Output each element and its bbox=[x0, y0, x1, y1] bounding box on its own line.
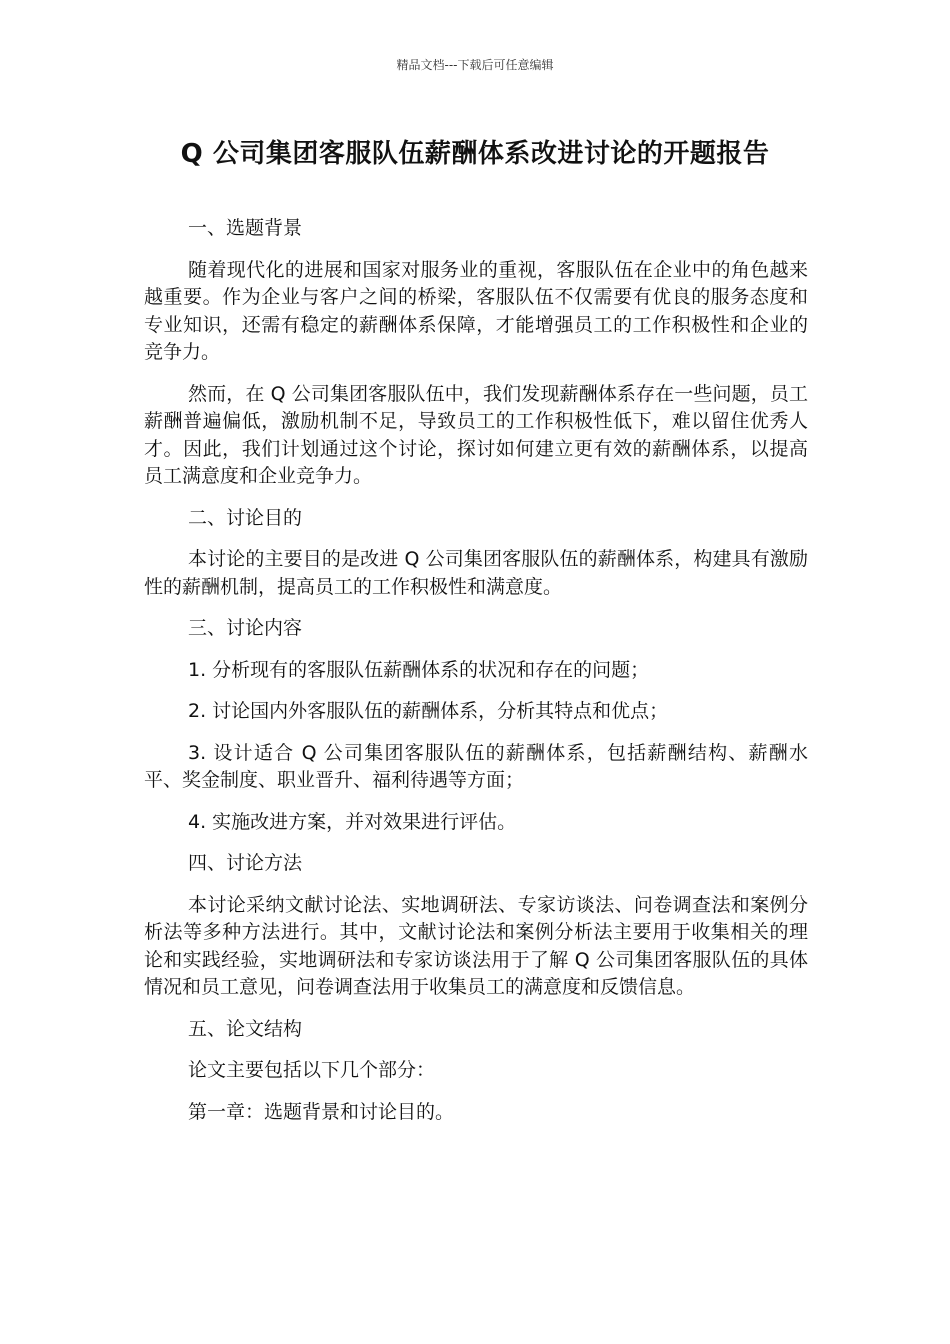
list-item-content-1: 1. 分析现有的客服队伍薪酬体系的状况和存在的问题； bbox=[188, 658, 650, 681]
list-item-content-4: 4. 实施改进方案，并对效果进行评估。 bbox=[188, 810, 517, 833]
document-title: Q 公司集团客服队伍薪酬体系改进讨论的开题报告 bbox=[180, 139, 770, 169]
section-heading-content: 三、讨论内容 bbox=[188, 617, 303, 639]
paragraph-methods: 本讨论采纳文献讨论法、实地调研法、专家访谈法、问卷调查法和案例分析法等多种方法进行。其中，文献讨论法和案例分析法主要用于收集相关的理论和实践经验，实地调研法和专家访谈法用于了解 Q 公司集团客服队伍的具体情况和员工意见，问卷调查法用于收集员工的满意度和反馈信息。 bbox=[144, 893, 808, 998]
header-note: 精品文档---下载后可任意编辑 bbox=[396, 58, 554, 72]
list-item-content-3: 3. 设计适合 Q 公司集团客服队伍的薪酬体系，包括薪酬结构、薪酬水平、奖金制度、职业晋升、福利待遇等方面； bbox=[144, 741, 808, 791]
section-heading-purpose: 二、讨论目的 bbox=[188, 506, 303, 529]
paragraph-structure-intro: 论文主要包括以下几个部分： bbox=[188, 1059, 436, 1081]
paragraph-background-2: 然而，在 Q 公司集团客服队伍中，我们发现薪酬体系存在一些问题，员工薪酬普遍偏低，激励机制不足，导致员工的工作积极性低下，难以留住优秀人才。因此，我们计划通过这个讨论，探讨如何建立更有效的薪酬体系，以提高员工满意度和企业竞争力。 bbox=[144, 382, 808, 487]
section-heading-methods: 四、讨论方法 bbox=[188, 852, 303, 874]
list-item-content-2: 2. 讨论国内外客服队伍的薪酬体系，分析其特点和优点； bbox=[188, 700, 669, 722]
paragraph-purpose: 本讨论的主要目的是改进 Q 公司集团客服队伍的薪酬体系，构建具有激励性的薪酬机制，提高员工的工作积极性和满意度。 bbox=[144, 548, 808, 598]
paragraph-chapter-1: 第一章：选题背景和讨论目的。 bbox=[188, 1100, 455, 1123]
document-body bbox=[144, 215, 808, 1140]
section-heading-background: 一、选题背景 bbox=[188, 217, 303, 239]
paragraph-background-1: 随着现代化的进展和国家对服务业的重视，客服队伍在企业中的角色越来越重要。作为企业与客户之间的桥梁，客服队伍不仅需要有优良的服务态度和专业知识，还需有稳定的薪酬体系保障，才能增强员工的工作积极性和企业的竞争力。 bbox=[144, 258, 808, 363]
section-heading-structure: 五、论文结构 bbox=[188, 1017, 303, 1040]
